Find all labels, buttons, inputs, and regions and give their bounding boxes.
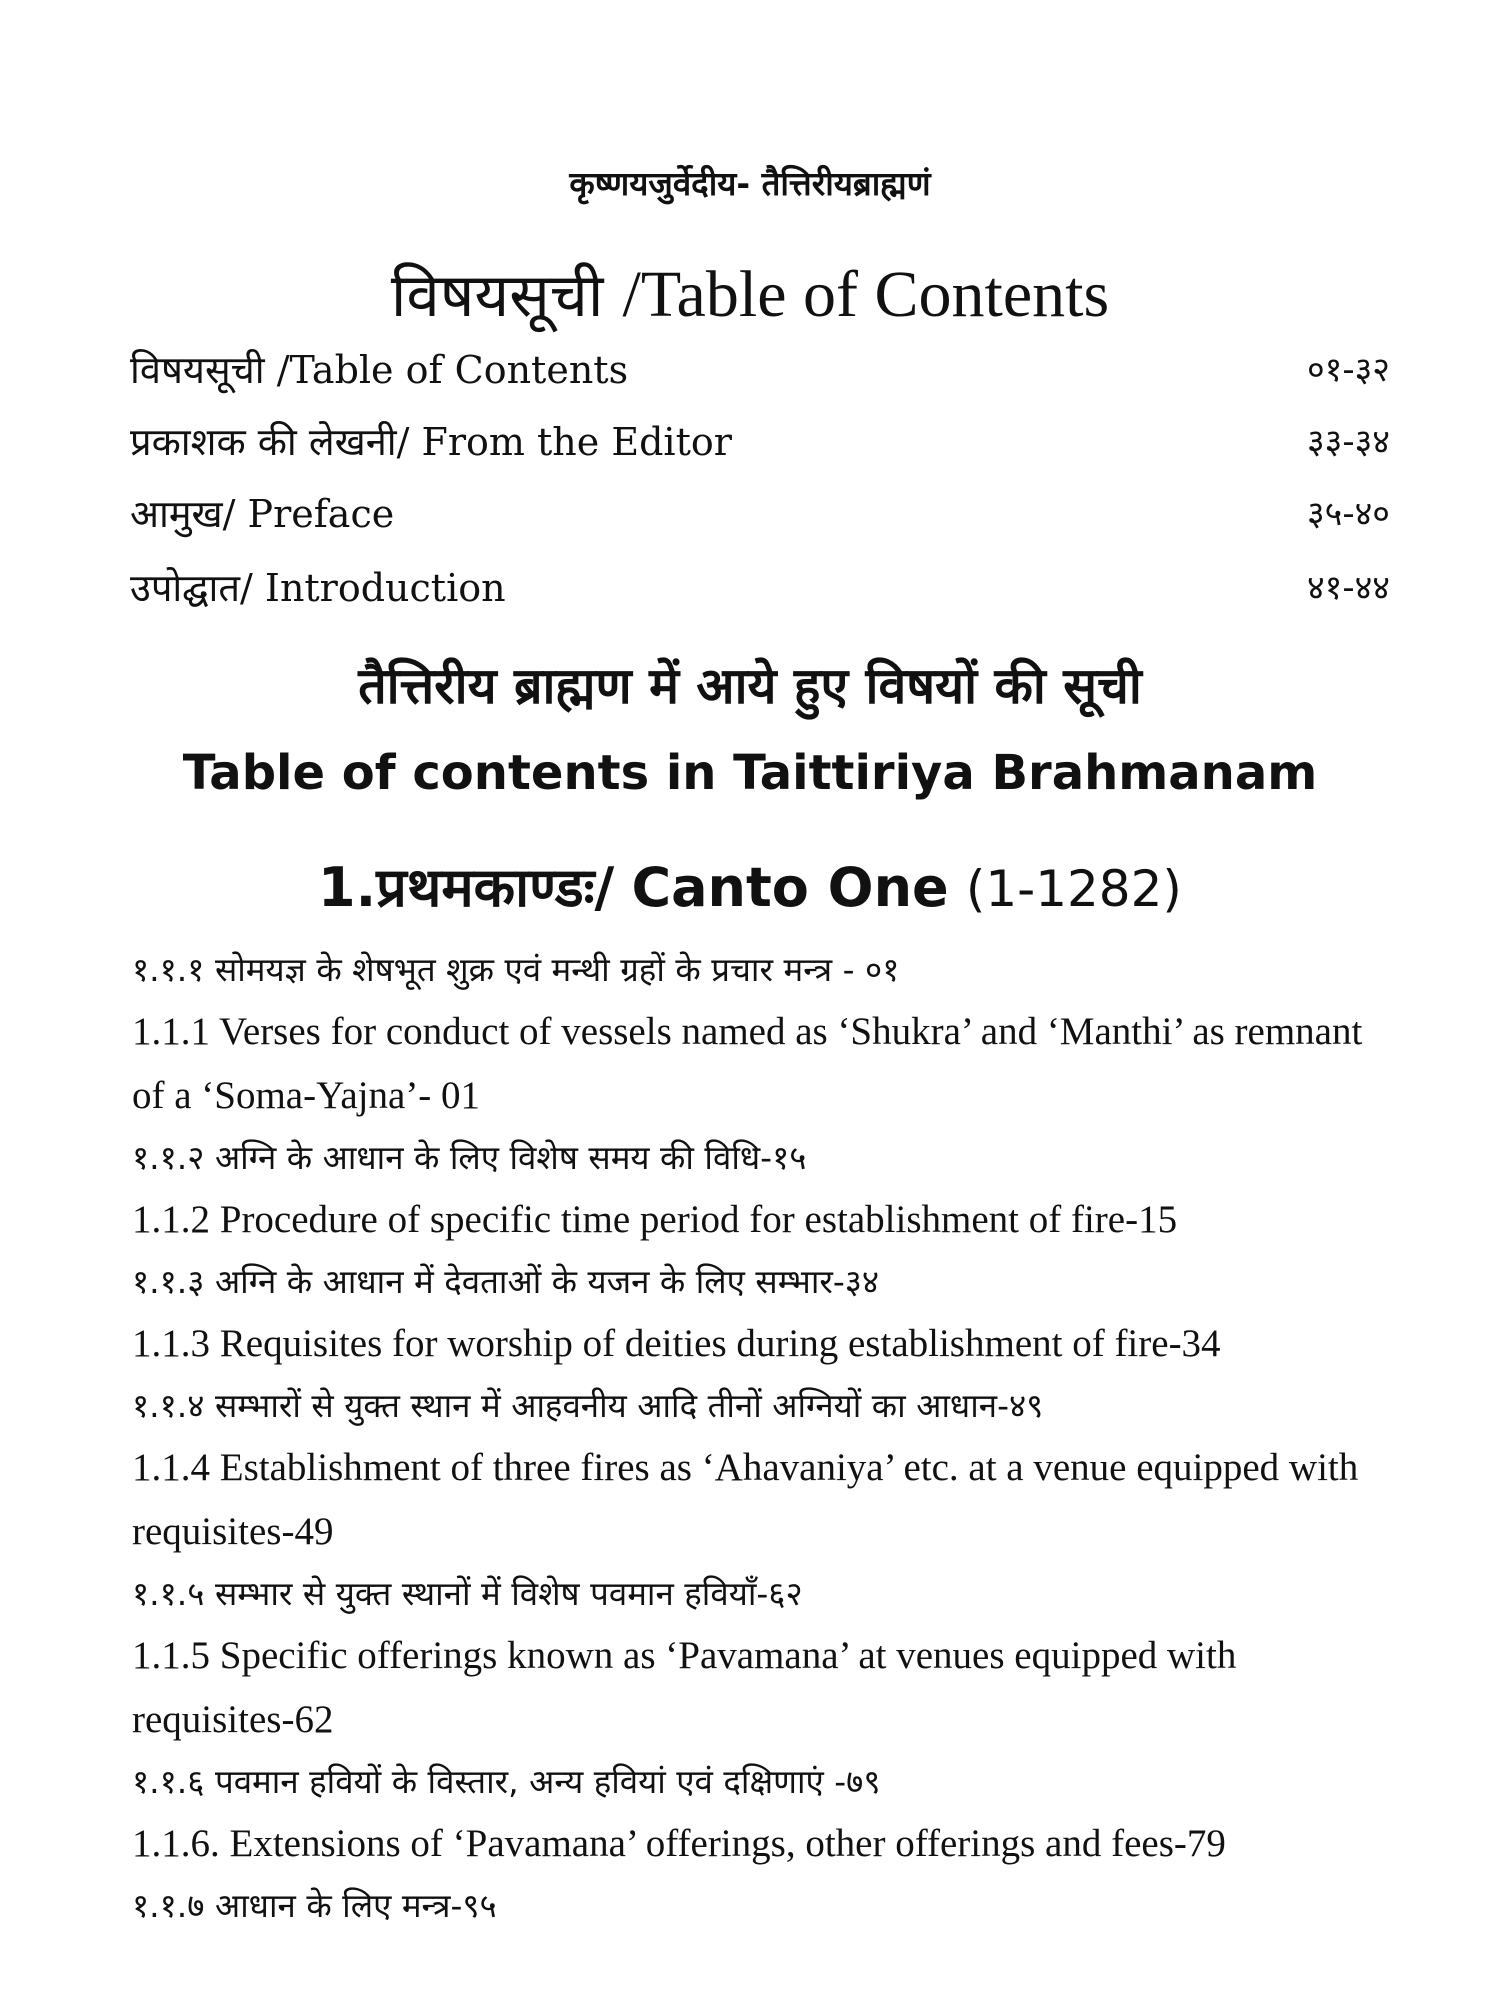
entry-english: 1.1.2 Procedure of specific time period for establishment of fire-15 xyxy=(132,1198,1178,1241)
entry-hindi: १.१.७ आधान के लिए मन्त्र-९५ xyxy=(132,1886,497,1925)
subjects-heading-hindi: तैत्तिरीय ब्राह्मण में आये हुए विषयों की सूची xyxy=(358,657,1142,715)
front-matter-pages: ४१-४४ xyxy=(1307,568,1390,608)
entry-hindi: १.१.६ पवमान हवियों के विस्तार, अन्य हवियां एवं दक्षिणाएं -७९ xyxy=(132,1762,881,1801)
entry-english: 1.1.6. Extensions of ‘Pavamana’ offerings, other offerings and fees-79 xyxy=(132,1822,1226,1865)
entry-english: 1.1.3 Requisites for worship of deities during establishment of fire-34 xyxy=(132,1322,1221,1365)
front-matter-row xyxy=(130,484,1390,544)
entry-english: 1.1.5 Specific offerings known as ‘Pavamana’ at venues equipped with requisites-62 xyxy=(132,1634,1237,1741)
front-matter-label: आमुख/ Preface xyxy=(130,492,395,536)
subjects-heading-english: Table of contents in Taittiriya Brahmanam xyxy=(182,745,1318,801)
toc-heading xyxy=(0,252,1500,334)
entry-hindi: १.१.१ सोमयज्ञ के शेषभूत शुक्र एवं मन्थी ग्रहों के प्रचार मन्त्र - ०१ xyxy=(132,950,900,989)
front-matter-label: उपोद्घात/ Introduction xyxy=(130,566,506,610)
entry-english: 1.1.4 Establishment of three fires as ‘Ahavaniya’ etc. at a venue equipped with requisites-49 xyxy=(132,1446,1359,1553)
front-matter-pages: ०१-३२ xyxy=(1307,350,1390,390)
canto-range: (1-1282) xyxy=(965,860,1182,918)
front-matter-pages: ३५-४० xyxy=(1307,494,1390,534)
toc-heading-hindi: विषयसूची xyxy=(390,261,604,331)
canto-heading xyxy=(0,848,1500,922)
front-matter-row xyxy=(130,412,1390,472)
entry-hindi: १.१.४ सम्भारों से युक्त स्थान में आहवनीय आदि तीनों अग्नियों का आधान-४९ xyxy=(132,1386,1044,1425)
front-matter-label: प्रकाशक की लेखनी/ From the Editor xyxy=(130,420,732,464)
entry-english: 1.1.1 Verses for conduct of vessels named as ‘Shukra’ and ‘Manthi’ as remnant of a ‘Soma-Yajna’- 01 xyxy=(132,1010,1363,1117)
entry-hindi: १.१.५ सम्भार से युक्त स्थानों में विशेष पवमान हवियाँ-६२ xyxy=(132,1574,803,1613)
front-matter-row xyxy=(130,340,1390,400)
front-matter-row xyxy=(130,558,1390,618)
toc-heading-english: /Table of Contents xyxy=(622,258,1110,331)
front-matter-label: विषयसूची /Table of Contents xyxy=(130,348,629,392)
canto-label: 1.प्रथमकाण्डः/ xyxy=(318,856,615,919)
entries-list xyxy=(132,940,1392,1936)
entry-hindi: १.१.२ अग्नि के आधान के लिए विशेष समय की विधि-१५ xyxy=(132,1138,807,1177)
canto-english: Canto One xyxy=(631,856,949,919)
front-matter-pages: ३३-३४ xyxy=(1307,422,1390,462)
book-title: कृष्णयजुर्वेदीय- तैत्तिरीयब्राह्मणं xyxy=(569,164,931,203)
entry-hindi: १.१.३ अग्नि के आधान में देवताओं के यजन के लिए सम्भार-३४ xyxy=(132,1262,880,1301)
